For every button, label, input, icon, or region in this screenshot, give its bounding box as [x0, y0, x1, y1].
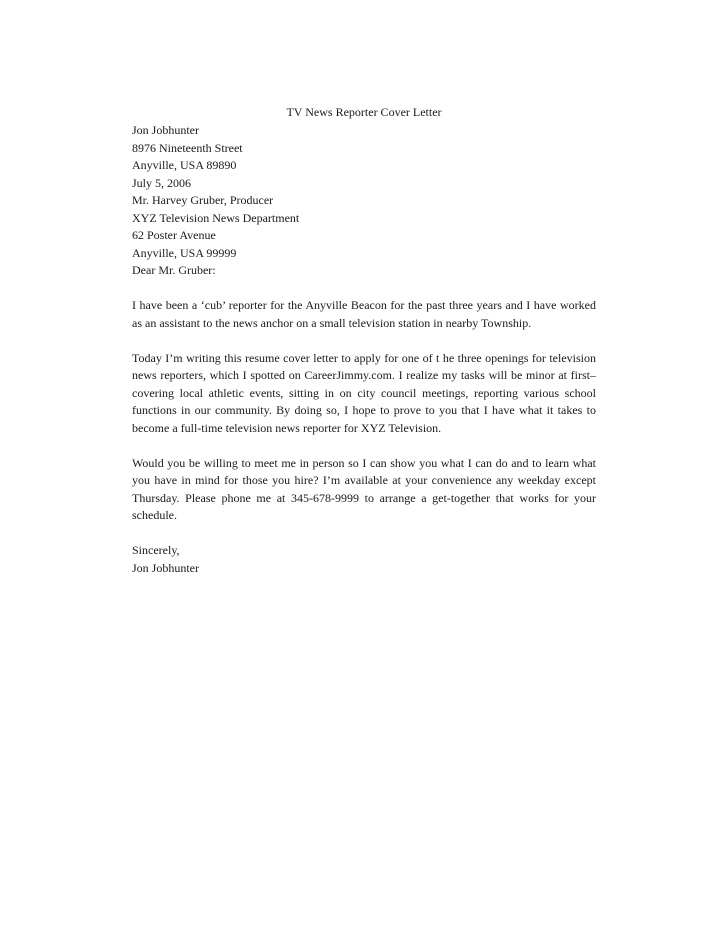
- recipient-name: Mr. Harvey Gruber, Producer: [132, 193, 274, 207]
- letter-date: July 5, 2006: [132, 175, 192, 190]
- spacer: [132, 525, 596, 543]
- paragraph-2: Today I’m writing this resume cover letter to apply for one of t he three openings for television news reporters, which I spotted on CareerJimmy.com. I realize my tasks will be minor at first–covering local athletic events, sitting in on city council meetings, reporting various school functions in our community. By doing so, I hope to prove to you that I have what it takes to become a full-time television news reporter for XYZ Television.: [132, 350, 596, 435]
- sender-street: 8976 Nineteenth Street: [132, 140, 243, 155]
- recipient-department: XYZ Television News Department: [132, 210, 300, 225]
- recipient-city: Anyville, USA 99999: [132, 245, 237, 260]
- signature-name: Jon Jobhunter: [132, 560, 199, 575]
- letter-body: [132, 122, 596, 577]
- salutation: Dear Mr. Gruber:: [132, 263, 216, 277]
- sender-name: Jon Jobhunter: [132, 123, 199, 137]
- document-title: TV News Reporter Cover Letter: [286, 105, 442, 119]
- spacer: [132, 332, 596, 350]
- closing: Sincerely,: [132, 543, 180, 557]
- paragraph-1: I have been a ‘cub’ reporter for the Anyville Beacon for the past three years and I have worked as an assistant to the news anchor on a small television station in nearby Township.: [132, 298, 596, 330]
- spacer: [132, 437, 596, 455]
- sender-city: Anyville, USA 89890: [132, 158, 237, 172]
- paragraph-3: Would you be willing to meet me in person so I can show you what I can do and to learn what you have in mind for those you hire? I’m available at your convenience any weekday except Thursday. Please phone me at 345-678-9999 to arrange a get-together that works for your schedule.: [132, 455, 596, 522]
- spacer: [132, 280, 596, 298]
- recipient-street: 62 Poster Avenue: [132, 228, 216, 242]
